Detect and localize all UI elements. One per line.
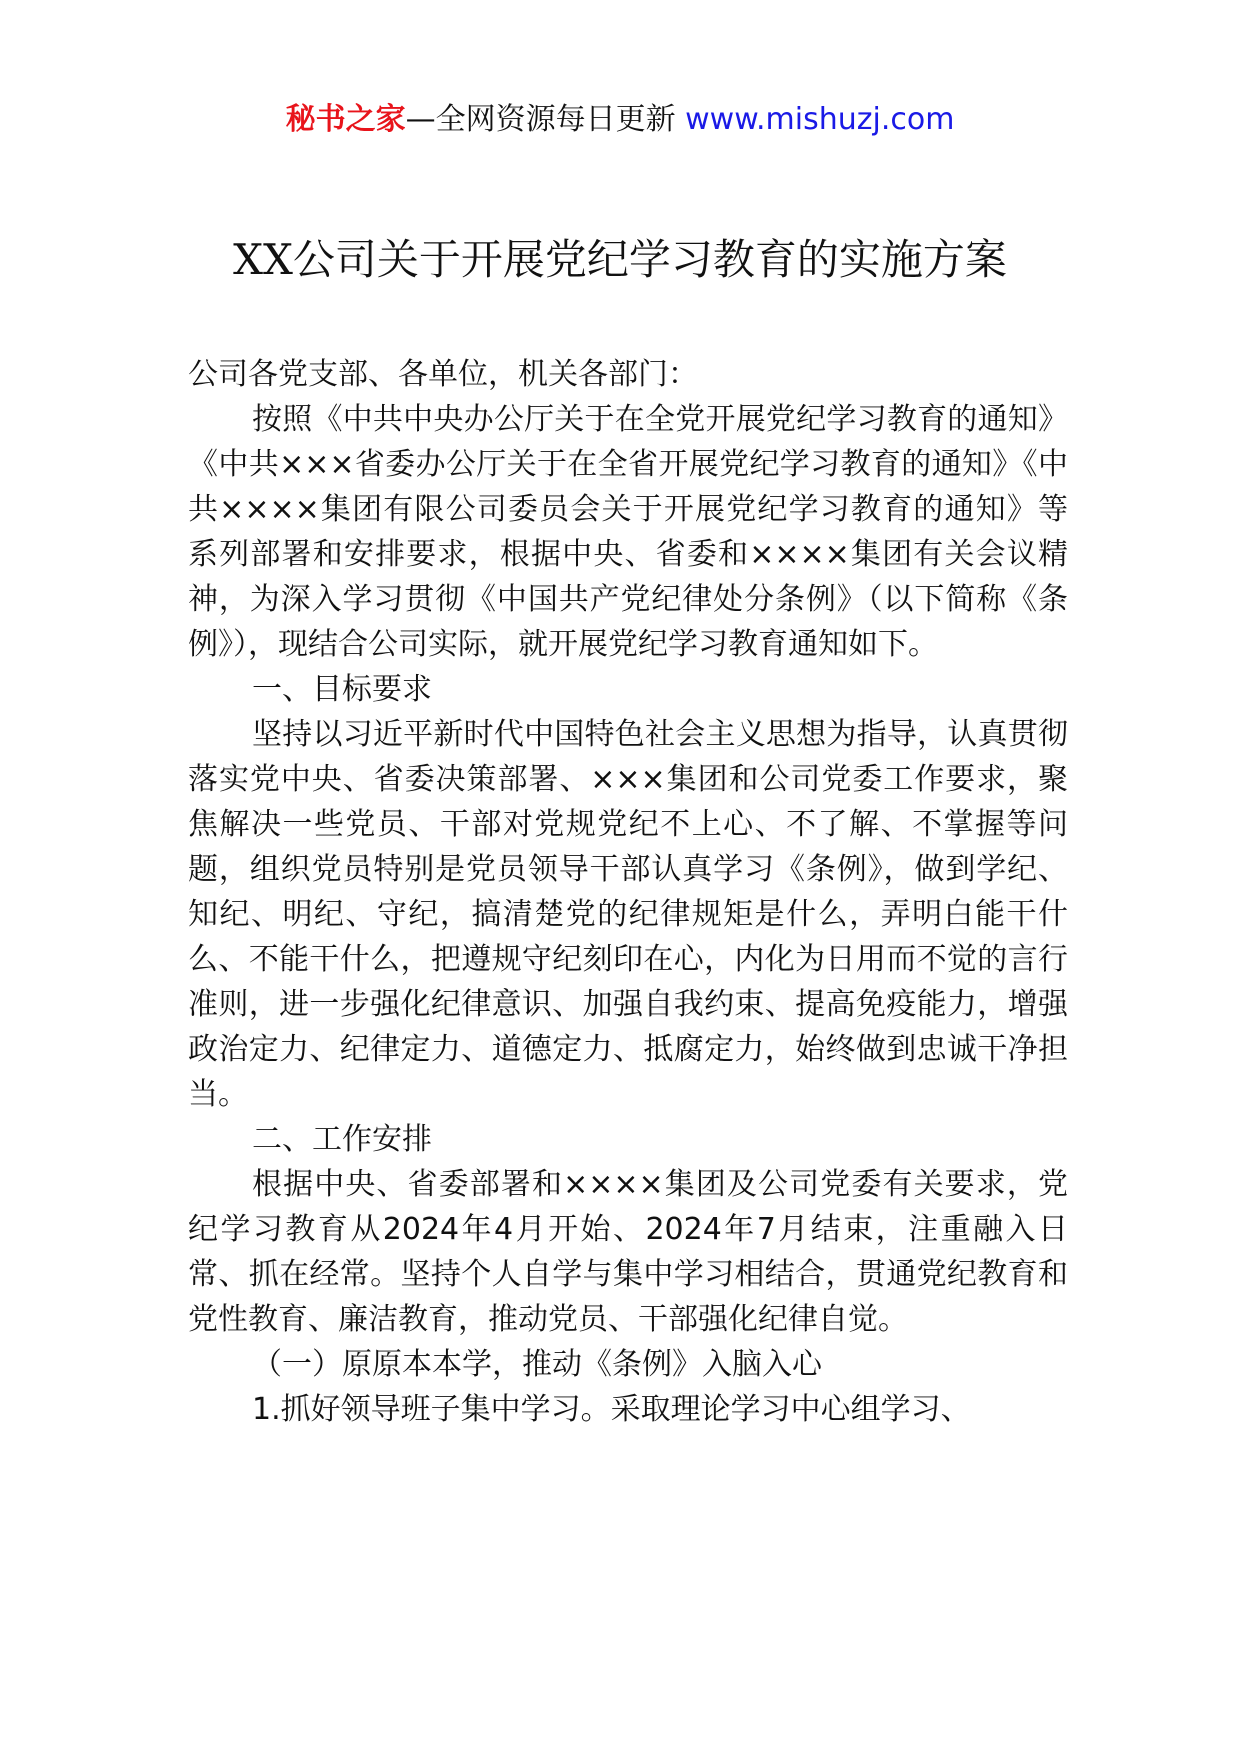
section-heading-goals: 一、目标要求 xyxy=(252,672,432,707)
header-slogan: —全网资源每日更新 xyxy=(405,102,686,137)
subsection-heading-study: （一）原原本本学，推动《条例》入脑入心 xyxy=(252,1347,822,1382)
document-title: XX公司关于开展党纪学习教育的实施方案 xyxy=(233,235,1007,284)
site-url-link[interactable]: www.mishuzj.com xyxy=(685,102,955,137)
intro-paragraph: 按照《中共中央办公厅关于在全党开展党纪学习教育的通知》《中共×××省委办公厅关于在全省开展党纪学习教育的通知》《中共××××集团有限公司委员会关于开展党纪学习教育的通知》等系列部署和安排要求，根据中央、省委和××××集团有关会议精神，为深入学习贯彻《中国共产党纪律处分条例》（以下简称《条例》），现结合公司实际，就开展党纪学习教育通知如下。 xyxy=(188,402,1068,662)
salutation: 公司各党支部、各单位，机关各部门： xyxy=(188,357,698,392)
arrangements-paragraph: 根据中央、省委部署和××××集团及公司党委有关要求，党纪学习教育从2024年4月开始、2024年7月结束，注重融入日常、抓在经常。坚持个人自学与集中学习相结合，贯通党纪教育和党性教育、廉洁教育，推动党员、干部强化纪律自觉。 xyxy=(188,1167,1068,1337)
section-heading-arrangements: 二、工作安排 xyxy=(252,1122,432,1157)
goals-paragraph: 坚持以习近平新时代中国特色社会主义思想为指导，认真贯彻落实党中央、省委决策部署、×××集团和公司党委工作要求，聚焦解决一些党员、干部对党规党纪不上心、不了解、不掌握等问题，组织党员特别是党员领导干部认真学习《条例》，做到学纪、知纪、明纪、守纪，搞清楚党的纪律规矩是什么，弄明白能干什么、不能干什么，把遵规守纪刻印在心，内化为日用而不觉的言行准则，进一步强化纪律意识、加强自我约束、提高免疫能力，增强政治定力、纪律定力、道德定力、抵腐定力，始终做到忠诚干净担当。 xyxy=(188,717,1068,1112)
document-body xyxy=(188,352,1068,1432)
site-header xyxy=(0,100,1240,140)
brand-name: 秘书之家 xyxy=(285,102,406,137)
list-item-1: 1.抓好领导班子集中学习。采取理论学习中心组学习、 xyxy=(252,1392,971,1427)
